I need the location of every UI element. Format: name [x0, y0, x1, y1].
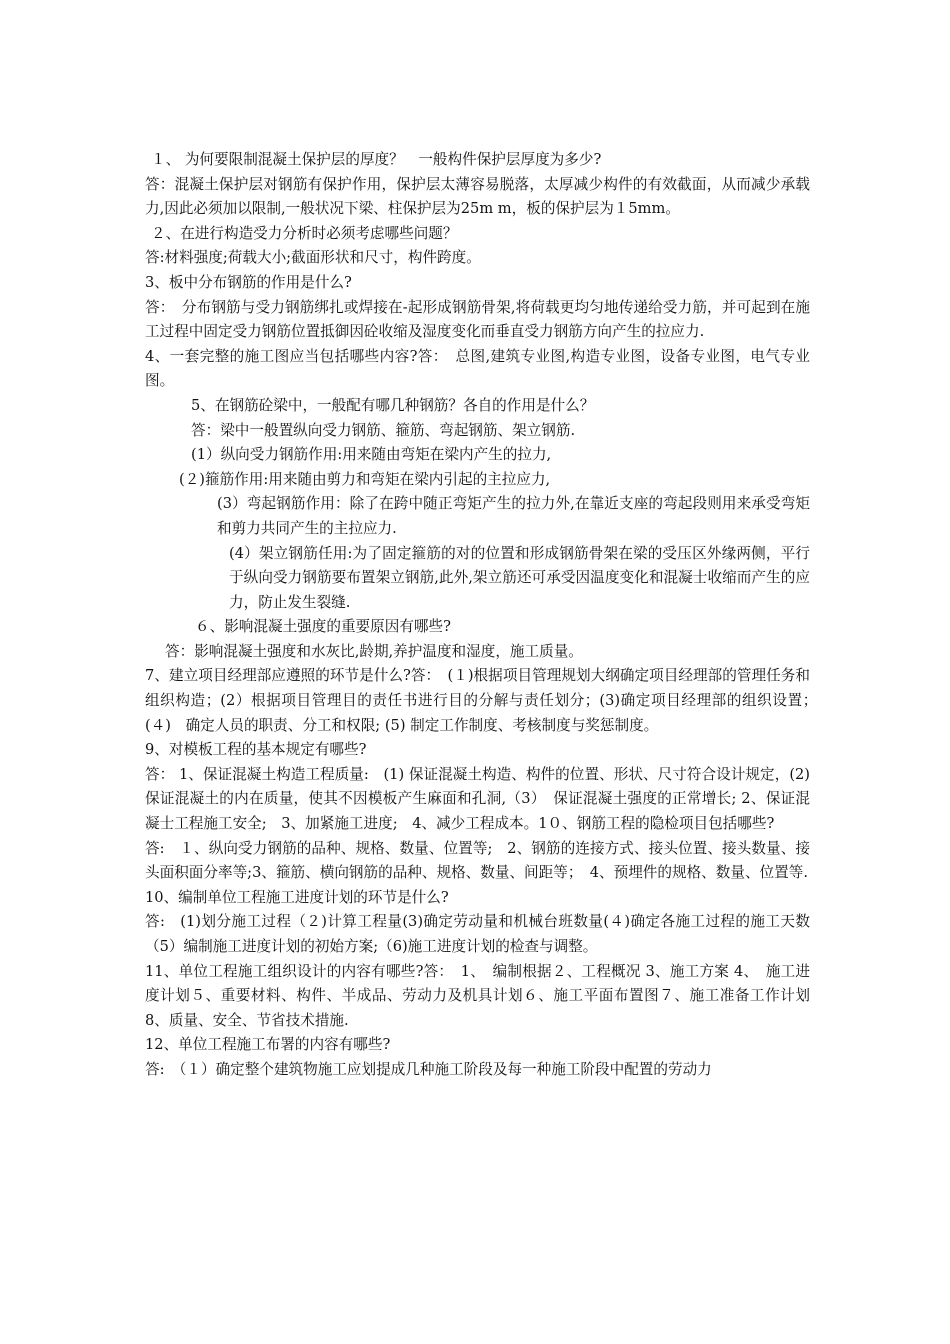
answer-9-question-10: 答： 1、保证混凝土构造工程质量: (1) 保证混凝土构造、构件的位置、形状、尺寸符合设计规定，(2) 保证混凝土的内在质量，使其不因模板产生麻面和孔洞,（3） 保证混凝土强度的正常增长; 2、保证混凝士工程施工安全; 3、加紧施工进度; 4、减少工程成本。1０、钢筋工程的隐检项目包括哪些? [145, 765, 825, 833]
answer-3: 答： 分布钢筋与受力钢筋绑扎或焊接在-起形成钢筋骨架,将荷载更均匀地传递给受力筋，并可起到在施工过程中固定受力钢筋位置抵御因砼收缩及湿度变化而垂直受力钢筋方向产生的拉应力. [145, 298, 810, 341]
question-5: 5、在钢筋砼梁中，一般配有哪几种钢筋？各自的作用是什么？ [191, 396, 595, 414]
question-9: 9、对模板工程的基本规定有哪些? [145, 741, 367, 759]
answer-5-item-3: (3）弯起钢筋作用：除了在跨中随正弯矩产生的拉力外,在靠近支座的弯起段则用来承受弯矩和剪力共同产生的主拉应力. [217, 495, 810, 537]
question-answer-11: 11、单位工程施工组织设计的内容有哪些?答： 1、 编制根据２、工程概况 3、施工方案 4、 施工进度计划５、重要材料、构件、半成品、劳动力及机具计划６、施工平面布置图７、施工准备工作计划8、质量、安全、节省技术措施. [145, 962, 810, 1029]
answer-2: 答:材料强度;荷载大小;截面形状和尺寸，构件跨度。 [145, 249, 481, 267]
answer-5-item-2: (２)箍筋作用:用来随由剪力和弯矩在梁内引起的主拉应力, [179, 470, 551, 488]
answer-5-item-1: (1）纵向受力钢筋作用:用来随由弯矩在梁内产生的拉力, [191, 446, 552, 464]
answer-10b: 答: (1)划分施工过程（２)计算工程量(3)确定劳动量和机械台班数量(４)确定各施工过程的施工天数（5）编制施工进度计划的初始方案;（6)施工进度计划的检查与调整。 [145, 913, 810, 955]
question-2: ２、在进行构造受力分析时必须考虑哪些问题？ [151, 224, 458, 242]
answer-5-item-4: (4）架立钢筋任用:为了固定箍筋的对的位置和形成钢筋骨架在梁的受压区外缘两侧，平行于纵向受力钢筋要布置架立钢筋,此外,架立筋还可承受因温度变化和混凝士收缩而产生的应力，防止发生裂缝. [229, 544, 810, 611]
question-10b: 10、编制单位工程施工进度计划的环节是什么? [145, 888, 449, 906]
answer-6: 答：影响混凝土强度和水灰比,龄期,养护温度和湿度，施工质量。 [165, 642, 583, 660]
question-12: 12、单位工程施工布署的内容有哪些? [145, 1036, 391, 1054]
question-6: ６、影响混凝土强度的重要原因有哪些? [195, 618, 451, 636]
answer-12: 答: （１）确定整个建筑物施工应划提成几种施工阶段及每一种施工阶段中配置的劳动力 [145, 1060, 712, 1078]
answer-5-intro: 答：梁中一般置纵向受力钢筋、箍筋、弯起钢筋、架立钢筋. [191, 421, 576, 439]
answer-10: 答: １、纵向受力钢筋的品种、规格、数量、位置等; 2、钢筋的连接方式、接头位置、接头数量、接头面积面分率等;3、箍筋、横向钢筋的品种、规格、数量、间距等； 4、预埋件的规格、数量、位置等. [145, 839, 810, 882]
document-body [145, 148, 825, 1083]
answer-1: 答：混凝土保护层对钢筋有保护作用，保护层太薄容易脱落，太厚减少构件的有效截面，从而减少承载力,因此必须加以限制,一般状况下梁、柱保护层为25m m，板的保护层为１5mm。 [145, 175, 810, 218]
question-answer-7: 7、建立项目经理部应遵照的环节是什么?答： (１)根据项目管理规划大纲确定项目经理部的管理任务和组织构造；(2）根据项目管理目的责任书进行目的分解与责任划分；(3)确定项目经理部的组织设置； (４) 确定人员的职责、分工和权限; (5) 制定工作制度、考核制度与奖惩制度。 [145, 667, 825, 734]
question-3: 3、板中分布钢筋的作用是什么? [145, 273, 352, 291]
question-1: １、 为何要限制混凝土保护层的厚度？ 一般构件保护层厚度为多少? [151, 151, 602, 168]
question-answer-4: 4、一套完整的施工图应当包括哪些内容?答： 总图,建筑专业图,构造专业图，设备专业图，电气专业图。 [145, 347, 810, 390]
